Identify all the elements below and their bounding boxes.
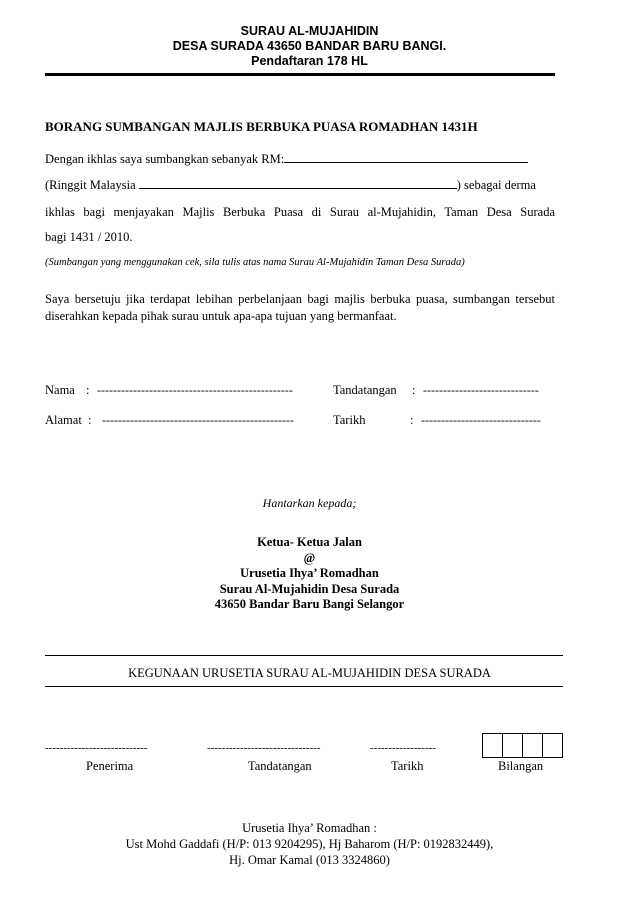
receiver-field[interactable]: ----------------------------: [45, 742, 148, 754]
ringgit-label: (Ringgit Malaysia: [45, 178, 136, 192]
signature-colon: :: [412, 383, 416, 397]
address-line: Ketua- Ketua Jalan: [257, 535, 362, 549]
office-date-label: Tarikh: [391, 759, 424, 773]
form-title: BORANG SUMBANGAN MAJLIS BERBUKA PUASA ROMADHAN 1431H: [45, 119, 478, 134]
count-box[interactable]: [502, 733, 523, 758]
footer-contacts: [0, 820, 619, 868]
address-field[interactable]: ------------------------------------------------: [102, 413, 294, 427]
office-signature-field[interactable]: -------------------------------: [207, 742, 321, 754]
ringgit-suffix: ) sebagai derma: [456, 178, 536, 192]
donation-line-1: [45, 146, 555, 172]
ringgit-words-field[interactable]: [139, 175, 457, 189]
address-line: 43650 Bandar Baru Bangi Selangor: [214, 597, 405, 611]
office-date-field[interactable]: ------------------: [370, 742, 436, 754]
address-line: Urusetia Ihya’ Romadhan: [240, 566, 379, 580]
header-org-name: SURAU AL-MUJAHIDIN: [240, 24, 379, 38]
date-field[interactable]: ------------------------------: [421, 413, 541, 427]
address-colon: :: [88, 413, 92, 427]
address-label: Alamat: [45, 413, 82, 427]
send-to-label: Hantarkan kepada;: [262, 496, 357, 510]
office-signature-label: Tandatangan: [248, 759, 312, 773]
office-top-divider: [45, 655, 563, 656]
name-label: Nama: [45, 383, 75, 397]
signature-field[interactable]: -----------------------------: [423, 383, 539, 397]
donation-amount-label: Dengan ikhlas saya sumbangkan sebanyak RM:: [45, 152, 285, 166]
count-box[interactable]: [542, 733, 563, 758]
receiver-label: Penerima: [86, 759, 134, 773]
date-label: Tarikh: [333, 413, 366, 427]
agreement-text: Saya bersetuju jika terdapat lebihan perbelanjaan bagi majlis berbuka puasa, sumbangan tersebut diserahkan kepada pihak surau untuk apa-apa tujuan yang bermanfaat.: [45, 292, 555, 323]
signature-label: Tandatangan: [333, 383, 397, 397]
donation-line-4: bagi 1431 / 2010.: [45, 230, 133, 244]
header-address: DESA SURADA 43650 BANDAR BARU BANGI.: [172, 39, 447, 53]
donation-line-2: [45, 172, 555, 198]
count-box[interactable]: [482, 733, 503, 758]
header-registration: Pendaftaran 178 HL: [251, 54, 368, 68]
send-to-address: [0, 535, 619, 613]
count-box[interactable]: [522, 733, 543, 758]
footer-line: Urusetia Ihya’ Romadhan :: [242, 821, 377, 835]
header-divider: [45, 73, 555, 76]
name-field[interactable]: -------------------------------------------------: [97, 383, 293, 397]
name-colon: :: [86, 383, 90, 397]
footer-line: Hj. Omar Kamal (013 3324860): [229, 853, 390, 867]
address-line: @: [303, 550, 316, 565]
footer-line: Ust Mohd Gaddafi (H/P: 013 9204295), Hj Baharom (H/P: 0192832449),: [125, 837, 494, 851]
count-boxes: [482, 733, 563, 758]
date-colon: :: [410, 413, 414, 427]
donation-line-3: ikhlas bagi menjayakan Majlis Berbuka Puasa di Surau al-Mujahidin, Taman Desa Surada: [45, 205, 555, 219]
cheque-note: (Sumbangan yang menggunakan cek, sila tulis atas nama Surau Al-Mujahidin Taman Desa Surada): [45, 257, 465, 268]
address-line: Surau Al-Mujahidin Desa Surada: [219, 581, 400, 596]
office-bottom-divider: [45, 686, 563, 687]
donation-amount-field[interactable]: [284, 149, 528, 163]
office-use-title: KEGUNAAN URUSETIA SURAU AL-MUJAHIDIN DESA SURADA: [128, 666, 491, 680]
count-label: Bilangan: [498, 759, 544, 773]
